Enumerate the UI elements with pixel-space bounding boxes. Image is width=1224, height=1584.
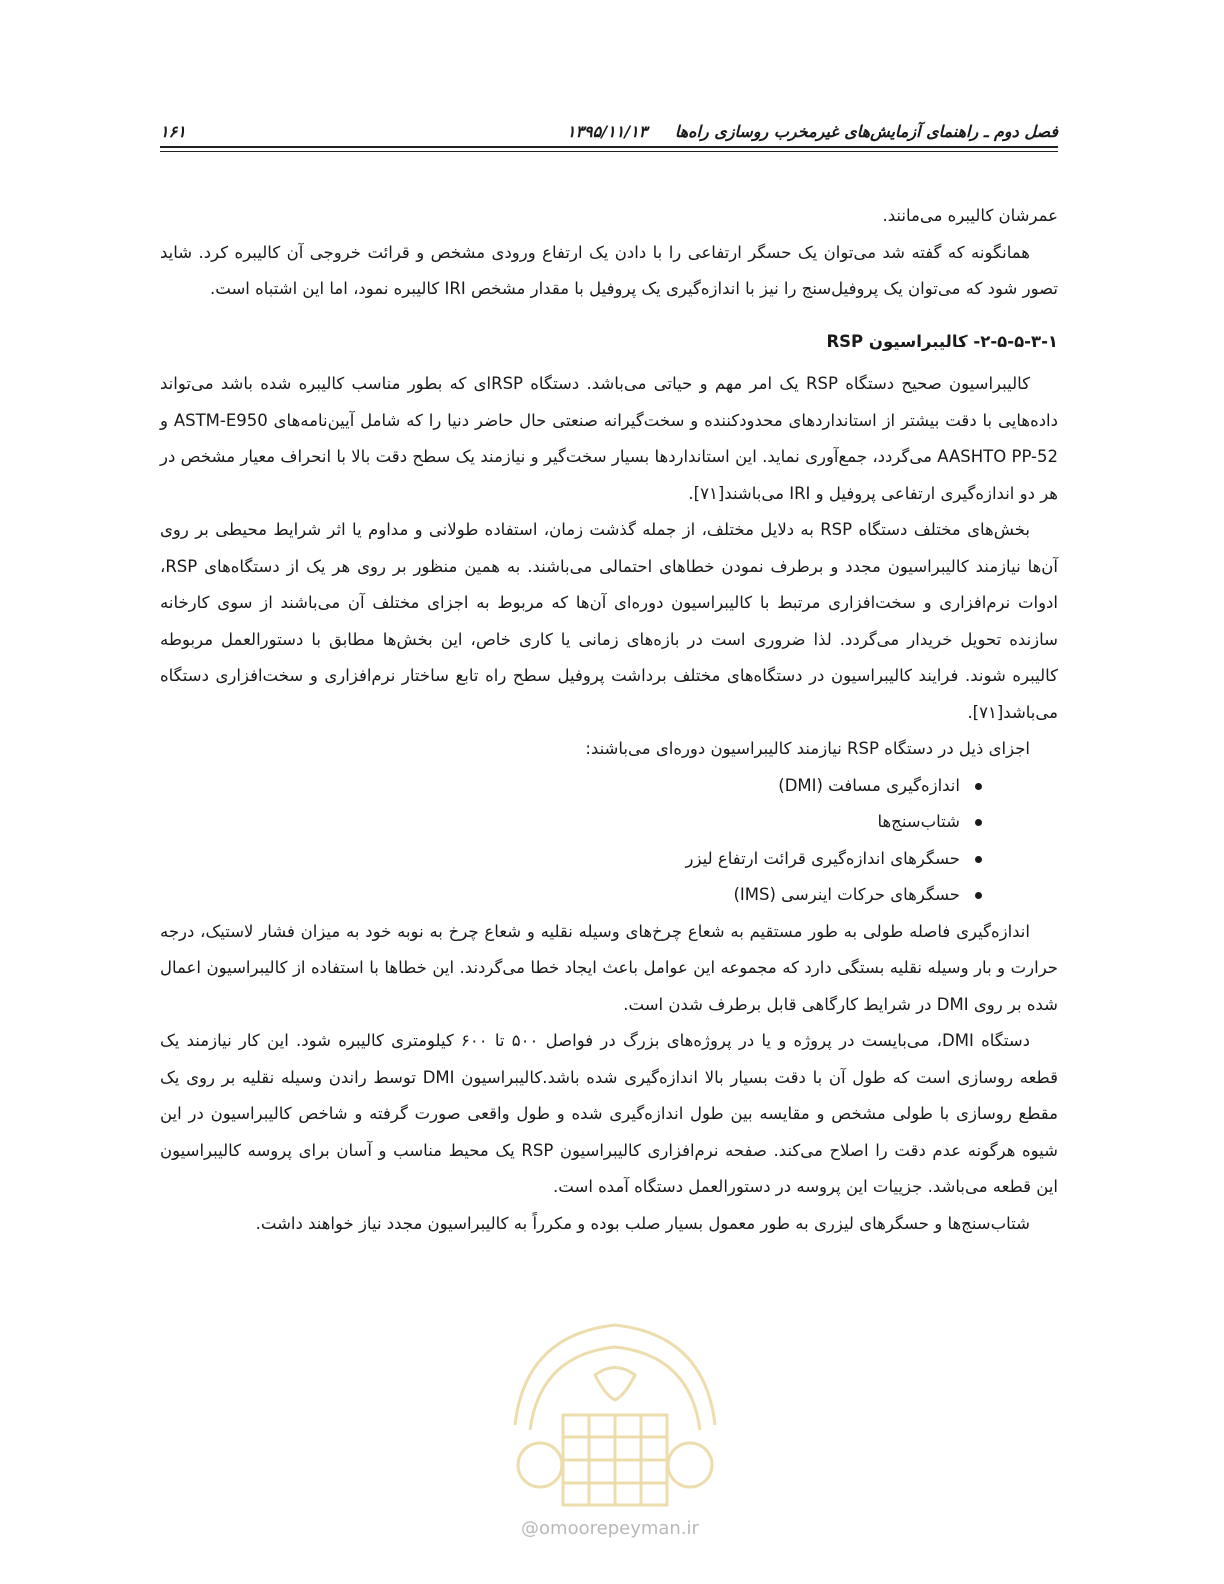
header-rule-thick xyxy=(160,146,1058,148)
page-body xyxy=(160,198,1058,1242)
bullet-icon xyxy=(975,892,982,899)
header-date: ۱۳۹۵/۱۱/۱۳ xyxy=(566,122,648,141)
paragraph-1: همانگونه که گفته شد می‌توان یک حسگر ارتفاعی را با دادن یک ارتفاع ورودی مشخص و قرائت خروجی آن کالیبره کرد. شاید تصور شود که می‌توان یک پروفیل‌سنج را نیز با اندازه‌گیری یک پروفیل با مقدار مشخص IRI کالیبره نمود، اما این اشتباه است. xyxy=(160,242,1058,298)
list-item xyxy=(160,841,982,878)
page-header xyxy=(160,118,1058,148)
paragraph-5: اندازه‌گیری فاصله طولی به طور مستقیم به شعاع چرخ‌های وسیله نقلیه و شعاع چرخ به نوبه خود به میزان فشار لاستیک، درجه حرارت و بار وسیله نقلیه بستگی دارد که مجموعه این عوامل باعث ایجاد خطا می‌گردند. این خطاها با استفاده از کالیبراسیون اعمال شده بر روی DMI در شرایط کارگاهی قابل برطرف شدن است. xyxy=(160,921,1058,1014)
header-rule-thin xyxy=(160,151,1058,152)
watermark-seal-icon xyxy=(485,1305,745,1515)
page-number: ۱۶۱ xyxy=(160,122,186,141)
bullet-icon xyxy=(975,783,982,790)
paragraph-2: کالیبراسیون صحیح دستگاه RSP یک امر مهم و حیاتی می‌باشد. دستگاه RSPای که بطور مناسب کالیبره شده باشد می‌تواند داده‌هایی با دقت بیشتر از استانداردهای محدودکننده و سخت‌گیرانه صنعتی حال حاضر دنیا را که شامل آیین‌نامه‌های ASTM-E950 و AASHTO PP-52 می‌گردد، جمع‌آوری نماید. این استانداردها بسیار سخت‌گیر و نیازمند یک سطح دقت بالا با انحراف معیار مشخص در هر دو اندازه‌گیری ارتفاعی پروفیل و IRI می‌باشند[۷۱]. xyxy=(160,374,1058,503)
paragraph-0: عمرشان کالیبره می‌مانند. xyxy=(882,206,1058,225)
paragraph-4: اجزای ذیل در دستگاه RSP نیازمند کالیبراسیون دوره‌ای می‌باشند: xyxy=(585,739,1030,758)
list-item-text: حسگرهای اندازه‌گیری قرائت ارتفاع لیزر xyxy=(685,848,960,868)
paragraph-6: دستگاه DMI، می‌بایست در پروژه و یا در پروژه‌های بزرگ در فواصل ۵۰۰ تا ۶۰۰ کیلومتری کالیبره شود. این کار نیازمند یک قطعه روسازی است که طول آن با دقت بسیار بالا اندازه‌گیری شده باشد.کالیبراسیون DMI توسط راندن وسیله نقلیه بر روی یک مقطع روسازی با طولی مشخص و مقایسه بین طول اندازه‌گیری شده و طول واقعی صورت گرفته و شاخص کالیبراسیون در این شیوه هرگونه عدم دقت را اصلاح می‌کند. صفحه نرم‌افزاری کالیبراسیون RSP یک محیط مناسب و آسان برای پروسه کالیبراسیون این قطعه می‌باشد. جزییات این پروسه در دستورالعمل دستگاه آمده است. xyxy=(160,1031,1058,1196)
paragraph-3: بخش‌های مختلف دستگاه RSP به دلایل مختلف، از جمله گذشت زمان، استفاده طولانی و مداوم یا اثر شرایط محیطی بر روی آن‌ها نیازمند کالیبراسیون مجدد و برطرف نمودن خطاهای احتمالی می‌باشند. به همین منظور بر روی هر یک از دستگاه‌های RSP، ادوات نرم‌افزاری و سخت‌افزاری مرتبط با کالیبراسیون دوره‌ای آن‌ها که مربوط به اجزای مختلف آن می‌باشند از سوی کارخانه سازنده تحویل خریدار می‌گردد. لذا ضروری است در بازه‌های زمانی یا کاری خاص، این بخش‌ها مطابق با دستورالعمل مربوطه کالیبره شوند. فرایند کالیبراسیون در دستگاه‌های مختلف برداشت پروفیل سطح راه تابع ساختار نرم‌افزاری و سخت‌افزاری دستگاه می‌باشد[۷۱]. xyxy=(160,520,1058,722)
list-item-text: حسگرهای حرکات اینرسی (IMS) xyxy=(733,885,960,904)
bullet-icon xyxy=(975,819,982,826)
watermark-url: @omoorepeyman.ir xyxy=(521,1518,699,1539)
list-item-text: شتاب‌سنج‌ها xyxy=(877,812,960,831)
section-heading: ۲-۵-۵-۳-۱- کالیبراسیون RSP xyxy=(826,331,1058,351)
bullet-icon xyxy=(975,856,982,863)
header-title xyxy=(567,122,1058,141)
chapter-title: فصل دوم ـ راهنمای آزمایش‌های غیرمخرب روسازی راه‌ها xyxy=(674,122,1058,141)
list-item-text: اندازه‌گیری مسافت (DMI) xyxy=(778,775,960,795)
paragraph-7: شتاب‌سنج‌ها و حسگرهای لیزری به طور معمول بسیار صلب بوده و مکرراً به کالیبراسیون مجدد نیاز خواهند داشت. xyxy=(255,1213,1030,1233)
list-item xyxy=(160,877,982,914)
list-item xyxy=(160,768,982,805)
component-list xyxy=(160,768,1058,914)
list-item xyxy=(160,804,982,841)
